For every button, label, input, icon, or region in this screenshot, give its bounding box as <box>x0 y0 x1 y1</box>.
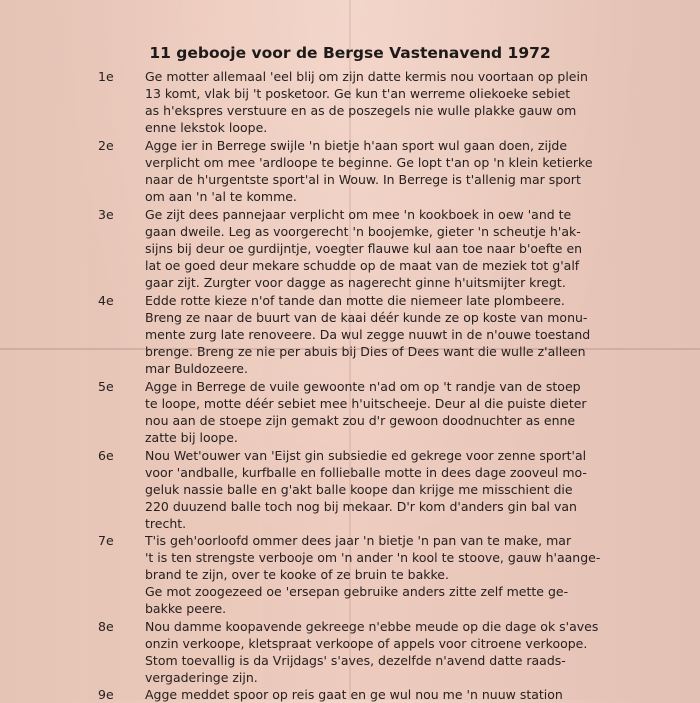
rule-number: 6e <box>98 448 114 463</box>
rule-line: Ge mot zoogezeed oe 'ersepan gebruike anders zitte zelf mette ge- <box>145 584 569 599</box>
rule-line: om aan 'n 'al te komme. <box>145 189 297 204</box>
rule-text <box>145 686 665 703</box>
rule-line: Breng ze naar de buurt van de kaai déér kunde ze op koste van monu- <box>145 310 588 325</box>
rule-line: Agge meddet spoor op reis gaat en ge wul nou me 'n nuuw station <box>145 687 563 702</box>
page-title: 11 gebooje voor de Bergse Vastenavend 1972 <box>149 44 551 63</box>
rule-line: geluk nassie balle en g'akt balle koope dan krijge me misschient die <box>145 482 573 497</box>
rule-line: naar de h'urgentste sport'al in Wouw. In Berrege is t'allenig mar sport <box>145 172 581 187</box>
rule-line: lat oe goed deur mekare schudde op de maat van de meziek tot g'alf <box>145 258 580 273</box>
rule-line: trecht. <box>145 516 187 531</box>
rule-line: verplicht om mee 'ardloope te beginne. Ge lopt t'an op 'n klein ketierke <box>145 155 593 170</box>
rule-line: brenge. Breng ze nie per abuis bij Dies of Dees want die wulle z'alleen <box>145 344 586 359</box>
rule-line: te loope, motte déér sebiet mee h'uitscheeje. Deur al die puiste dieter <box>145 396 587 411</box>
rule-line: enne lekstok loope. <box>145 120 268 135</box>
rule-line: mar Buldozeere. <box>145 361 248 376</box>
rule-line: voor 'andballe, kurfballe en follieballe motte in dees dage zooveul mo- <box>145 465 587 480</box>
rule-line: Nou Wet'ouwer van 'Eijst gin subsiedie ed gekrege voor zenne sport'al <box>145 448 587 463</box>
rule-line: Agge in Berrege de vuile gewoonte n'ad om op 't randje van de stoep <box>145 379 581 394</box>
rule-number: 8e <box>98 619 114 634</box>
rule-line: Edde rotte kieze n'of tande dan motte die niemeer late plombeere. <box>145 293 565 308</box>
rule-line: bakke peere. <box>145 601 227 616</box>
rule-line: Ge zijt dees pannejaar verplicht om mee 'n kookboek in oew 'and te <box>145 207 572 222</box>
rule-line: Stom toevallig is da Vrijdags' s'aves, dezelfde n'avend datte raads- <box>145 653 566 668</box>
rule-text <box>145 206 665 291</box>
rule-text <box>145 68 665 136</box>
rule-line: T'is geh'oorloofd ommer dees jaar 'n bietje 'n pan van te make, mar <box>145 533 572 548</box>
rule-line: 't is ten strengste verbooje om 'n ander 'n kool te stoove, gauw h'aange- <box>145 550 601 565</box>
rule-number: 1e <box>98 69 114 84</box>
rule-line: 13 komt, vlak bij 't posketoor. Ge kun t'an werreme oliekoeke sebiet <box>145 86 571 101</box>
rule-number: 2e <box>98 138 114 153</box>
rule-line: gaan dweile. Leg as voorgerecht 'n boojemke, gieter 'n scheutje h'ak- <box>145 224 581 239</box>
rule-number: 5e <box>98 379 114 394</box>
rule-number: 3e <box>98 207 114 222</box>
rule-text <box>145 447 665 532</box>
rule-line: brand te zijn, over te kooke of ze bruin te bakke. <box>145 567 449 582</box>
rule-line: gaar zijt. Zurgter voor dagge as nagerecht ginne h'uitsmijter kregt. <box>145 275 566 290</box>
rule-line: vergaderinge zijn. <box>145 670 258 685</box>
rule-text <box>145 378 665 446</box>
rule-text <box>145 618 665 686</box>
rule-line: zatte bij loope. <box>145 430 238 445</box>
rule-line: Agge ier in Berrege swijle 'n bietje h'aan sport wul gaan doen, zijde <box>145 138 568 153</box>
rule-line: onzin verkoope, kletspraat verkoope of appels voor citroene verkoope. <box>145 636 588 651</box>
rule-line: as h'ekspres verstuure en as de poszegels nie wulle plakke gauw om <box>145 103 577 118</box>
rule-line: Ge motter allemaal 'eel blij om zijn datte kermis nou voortaan op plein <box>145 69 588 84</box>
rule-line: mente zurg late renoveere. Da wul zegge nuuwt in de n'ouwe toestand <box>145 327 591 342</box>
rule-number: 7e <box>98 533 114 548</box>
rule-line: 220 duuzend balle toch nog bij mekaar. D'r kom d'anders gin bal van <box>145 499 577 514</box>
rule-text <box>145 137 665 205</box>
rule-number: 9e <box>98 687 114 702</box>
rule-line: nou aan de stoepe zijn gemakt zou d'r gewoon doodnuchter as enne <box>145 413 576 428</box>
rule-line: Nou damme koopavende gekreege n'ebbe meude op die dage ok s'aves <box>145 619 599 634</box>
rule-text <box>145 292 665 377</box>
rule-line: sijns bij deur oe gurdijntje, voegter flauwe kul aan toe naar b'oefte en <box>145 241 583 256</box>
rule-text <box>145 532 665 617</box>
rule-number: 4e <box>98 293 114 308</box>
